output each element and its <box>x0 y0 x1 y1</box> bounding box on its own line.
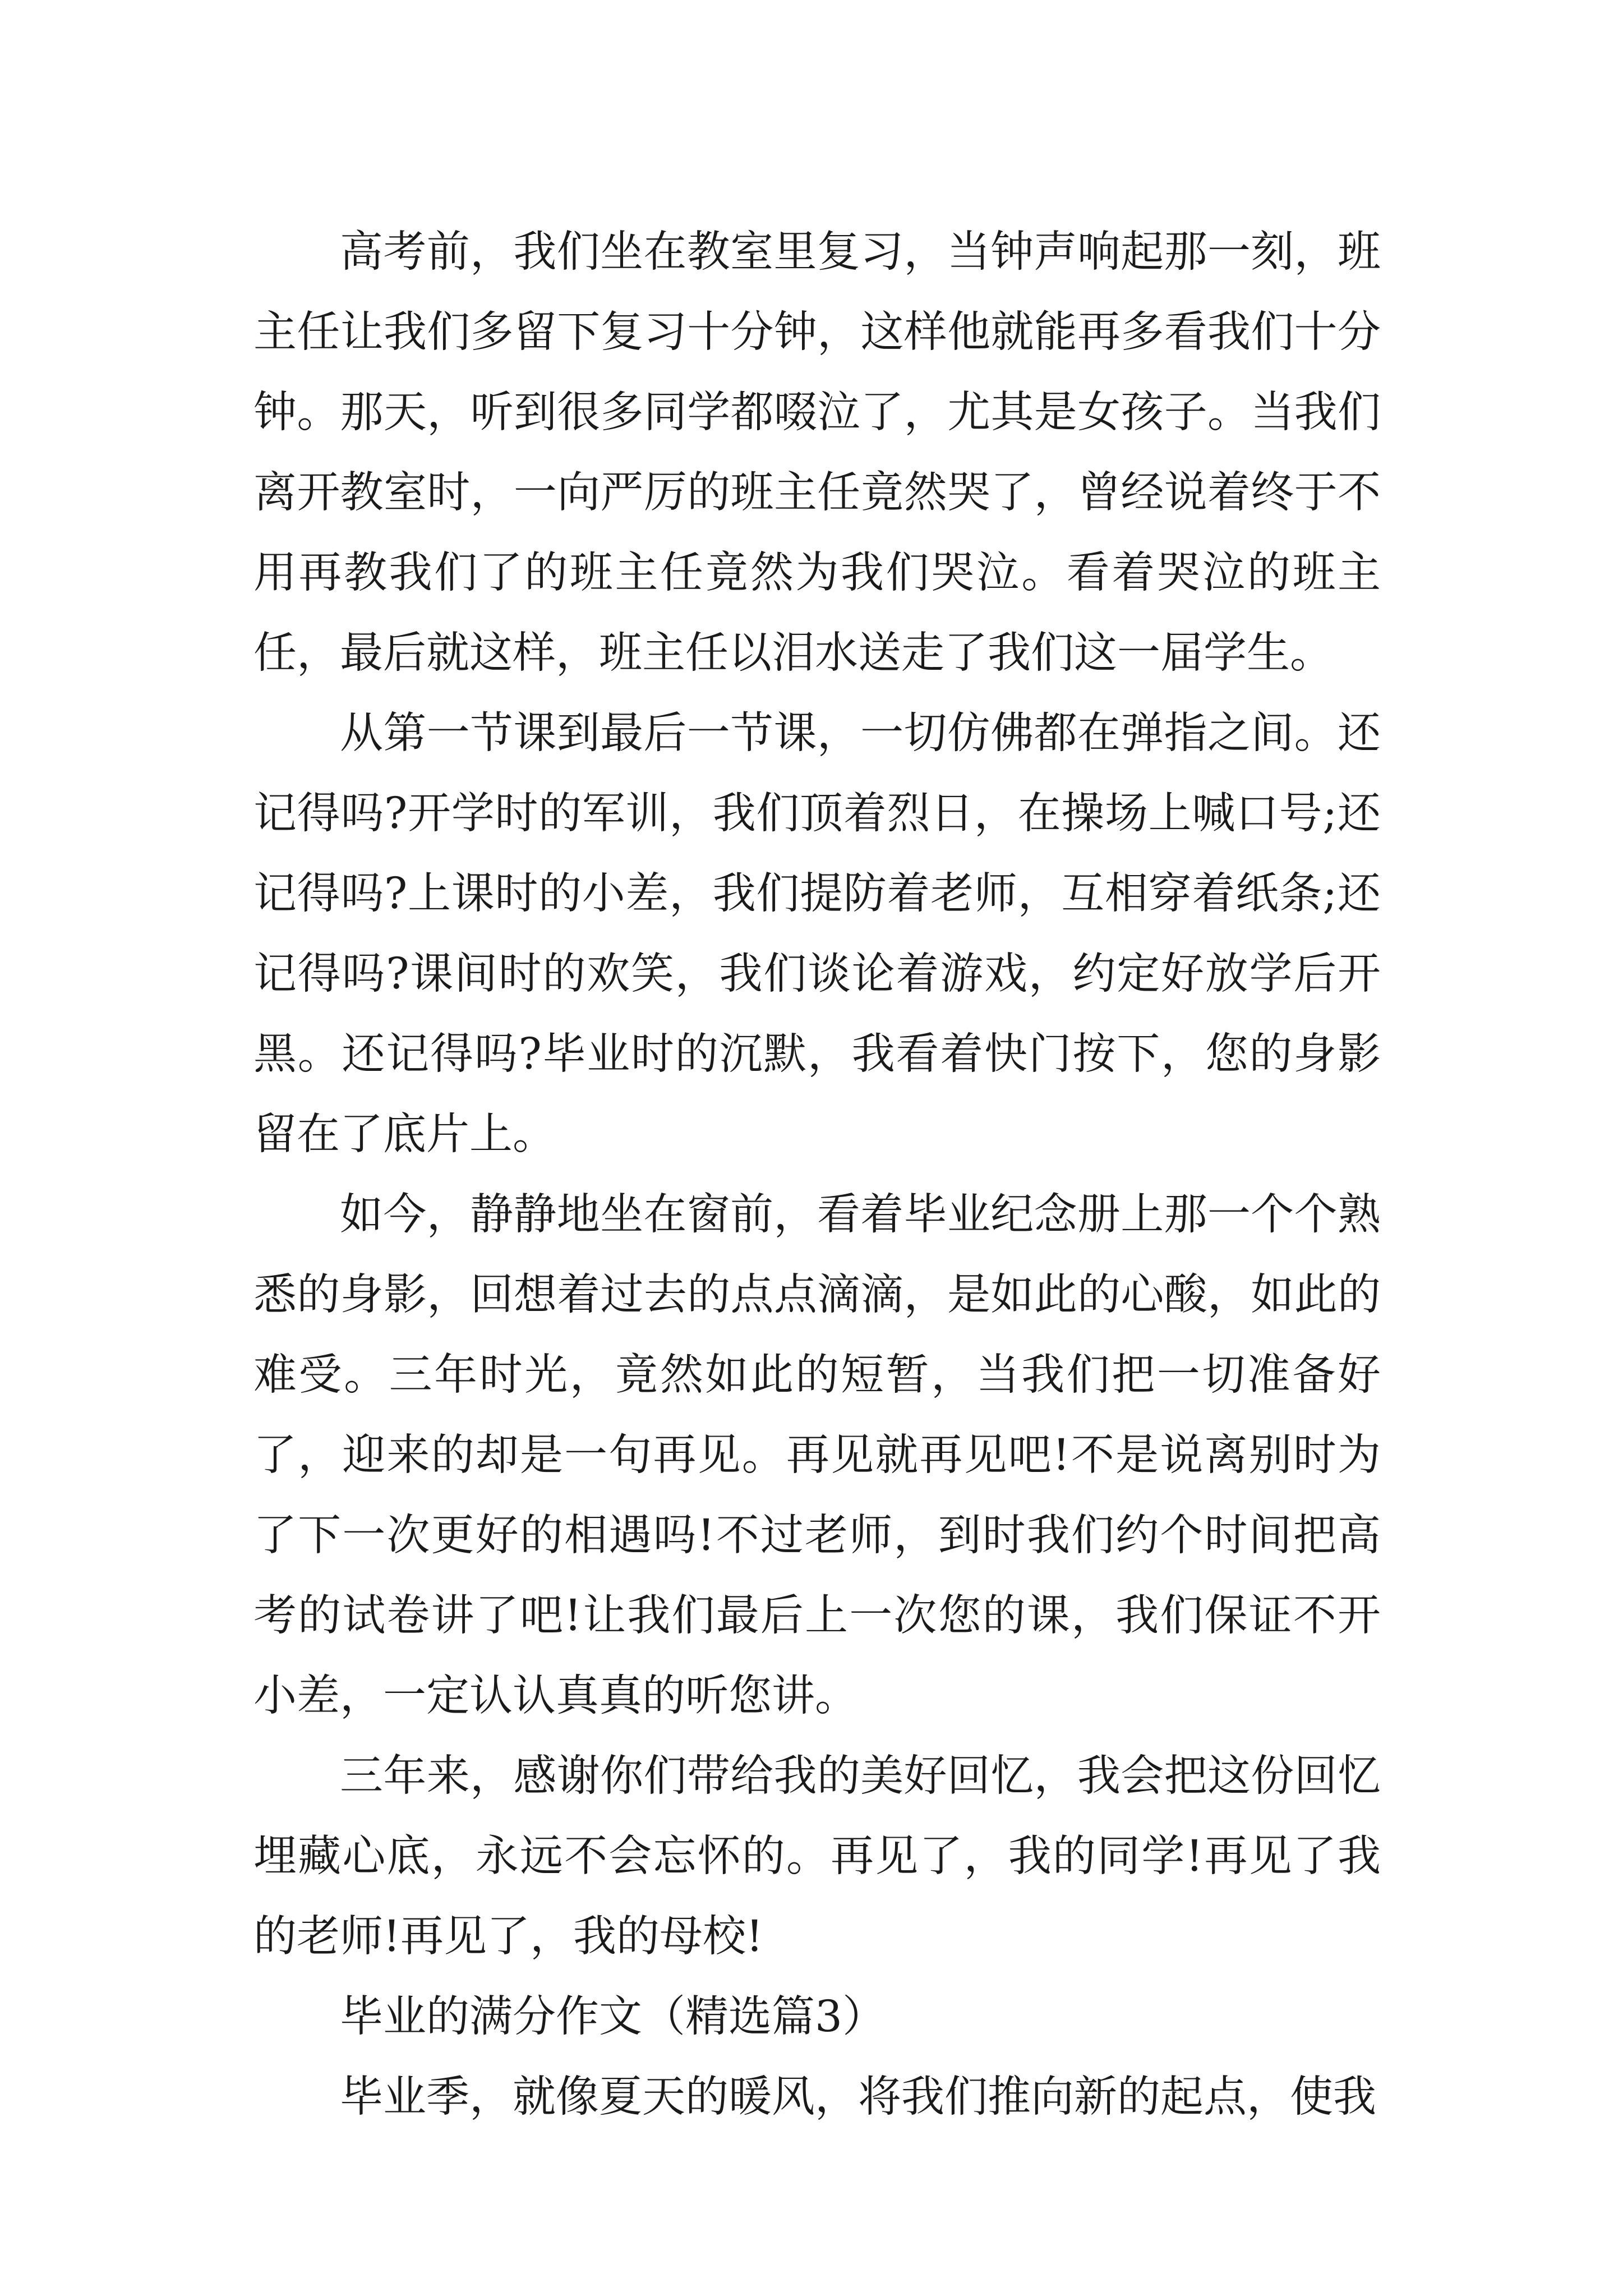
section-heading: 毕业的满分作文（精选篇3） <box>340 1992 886 2042</box>
paragraph-4: 三年来，感谢你们带给我的美好回忆，我会把这份回忆埋藏心底，永远不会忘怀的。再见了，我的同学!再见了我的老师!再见了，我的母校! <box>253 1751 1381 1962</box>
paragraph-5: 毕业季，就像夏天的暖风，将我们推向新的起点，使我 <box>340 2072 1376 2122</box>
paragraph-2: 从第一节课到最后一节课，一切仿佛都在弹指之间。还记得吗?开学时的军训，我们顶着烈日，在操场上喊口号;还记得吗?上课时的小差，我们提防着老师，互相穿着纸条;还记得吗?课间时的欢笑，我们谈论着游戏，约定好放学后开黑。还记得吗?毕业时的沉默，我看着快门按下，您的身影留在了底片上。 <box>253 708 1381 1159</box>
document-body <box>253 212 1381 2137</box>
paragraph-1: 高考前，我们坐在教室里复习，当钟声响起那一刻，班主任让我们多留下复习十分钟，这样他就能再多看我们十分钟。那天，听到很多同学都啜泣了，尤其是女孩子。当我们离开教室时，一向严厉的班主任竟然哭了，曾经说着终于不用再教我们了的班主任竟然为我们哭泣。看着哭泣的班主任，最后就这样，班主任以泪水送走了我们这一届学生。 <box>253 227 1381 678</box>
paragraph-3: 如今，静静地坐在窗前，看着毕业纪念册上那一个个熟悉的身影，回想着过去的点点滴滴，是如此的心酸，如此的难受。三年时光，竟然如此的短暂，当我们把一切准备好了，迎来的却是一句再见。再见就再见吧!不是说离别时为了下一次更好的相遇吗!不过老师，到时我们约个时间把高考的试卷讲了吧!让我们最后上一次您的课，我们保证不开小差，一定认认真真的听您讲。 <box>253 1190 1381 1721</box>
